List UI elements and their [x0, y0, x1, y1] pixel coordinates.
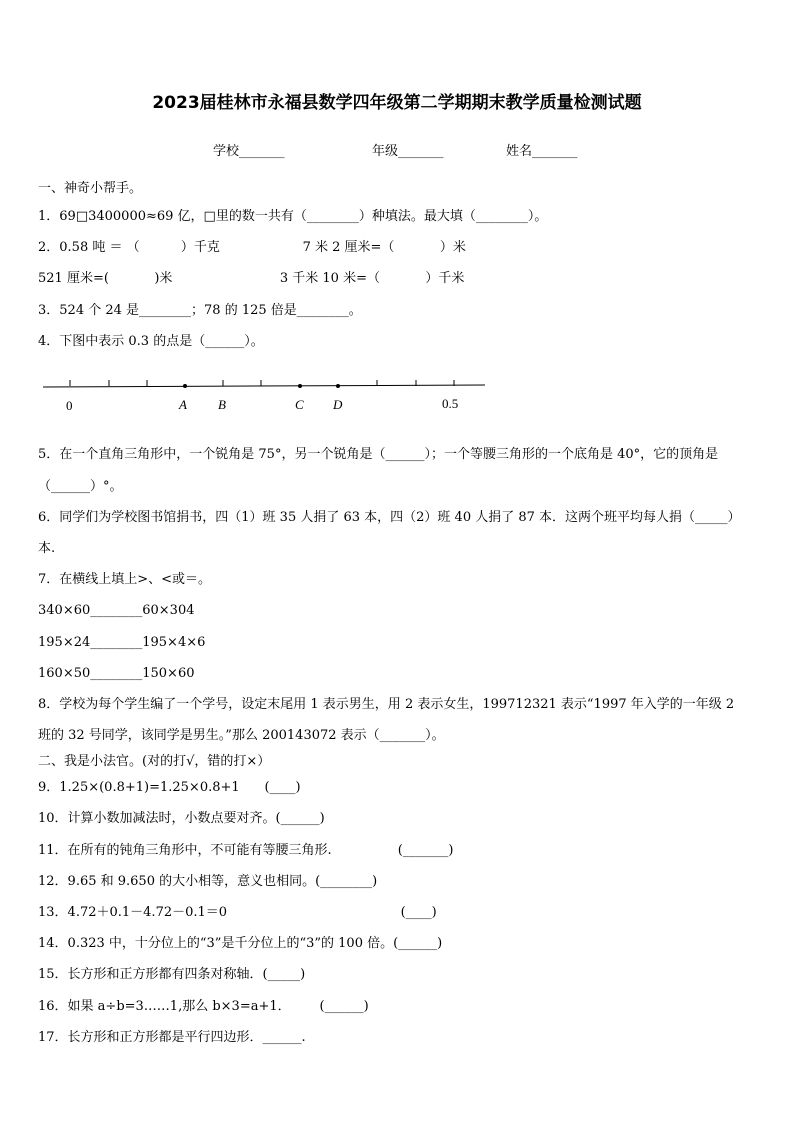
question-6-line-2: 本.	[38, 541, 56, 556]
question-8-line-2: 班的 32 号同学，该同学是男生。”那么 200143072 表示（_______）。	[38, 728, 445, 743]
question-6-line-1: 6．同学们为学校图书馆捐书，四（1）班 35 人捐了 63 本，四（2）班 40 人捐了 87 本．这两个班平均每人捐（_____）	[38, 510, 741, 525]
question-12: 12．9.65 和 9.650 的大小相等，意义也相同。(________)	[38, 874, 378, 889]
label-point-b: B	[218, 397, 226, 412]
question-1: 1．69□3400000≈69 亿，□里的数一共有（________）种填法。最大填（________）。	[38, 209, 548, 224]
question-3: 3．524 个 24 是________；78 的 125 倍是________。	[38, 303, 362, 318]
question-11: 11．在所有的钝角三角形中，不可能有等腰三角形. (_______)	[38, 843, 454, 858]
question-7: 7．在横线上填上>、<或＝。	[38, 572, 212, 587]
label-point-c: C	[295, 397, 304, 412]
question-14: 14．0.323 中，十分位上的“3”是千分位上的“3”的 100 倍。(______)	[38, 936, 443, 951]
school-field: 学校_______	[213, 144, 285, 159]
question-2-line-1: 2．0.58 吨 ＝ （ ）千克 7 米 2 厘米=（ ）米	[38, 240, 466, 255]
point-c-dot	[298, 384, 302, 388]
question-17: 17．长方形和正方形都是平行四边形．______.	[38, 1030, 306, 1045]
question-10: 10．计算小数加减法时，小数点要对齐。(______)	[38, 811, 325, 826]
question-5-line-2: （______）°。	[38, 479, 123, 494]
question-4: 4．下图中表示 0.3 的点是（______）。	[38, 334, 264, 349]
name-field: 姓名_______	[506, 144, 578, 159]
point-a-dot	[183, 384, 187, 388]
section-2-heading: 二、我是小法官。(对的打√，错的打×）	[38, 754, 271, 769]
question-5-line-1: 5．在一个直角三角形中，一个锐角是 75°，另一个锐角是（______）；一个等腰三角形的一个底角是 40°，它的顶角是	[38, 447, 719, 462]
question-16: 16．如果 a÷b=3……1,那么 b×3=a+1． (______)	[38, 999, 369, 1014]
question-2-line-2: 521 厘米=( )米 3 千米 10 米=（ ）千米	[38, 271, 465, 286]
label-point-d: D	[333, 397, 343, 412]
question-9: 9．1.25×(0.8+1)=1.25×0.8+1 (____)	[38, 780, 301, 795]
question-7-item-2: 195×24________195×4×6	[38, 635, 206, 650]
point-d-dot	[336, 384, 340, 388]
question-15: 15．长方形和正方形都有四条对称轴．(_____)	[38, 967, 306, 982]
question-8-line-1: 8．学校为每个学生编了一个学号，设定末尾用 1 表示男生，用 2 表示女生，199712321 表示“1997 年入学的一年级 2	[38, 697, 735, 712]
grade-field: 年级_______	[372, 144, 444, 159]
question-7-item-1: 340×60________60×304	[38, 603, 195, 618]
label-point-a: A	[179, 397, 187, 412]
number-line-figure	[38, 372, 498, 422]
question-13: 13．4.72＋0.1－4.72－0.1＝0 (____)	[38, 905, 437, 920]
label-end: 0.5	[442, 396, 459, 411]
question-7-item-3: 160×50________150×60	[38, 666, 195, 681]
label-zero: 0	[66, 398, 73, 413]
section-1-heading: 一、神奇小帮手。	[38, 181, 143, 196]
page-title: 2023届桂林市永福县数学四年级第二学期期末教学质量检测试题	[152, 93, 642, 113]
